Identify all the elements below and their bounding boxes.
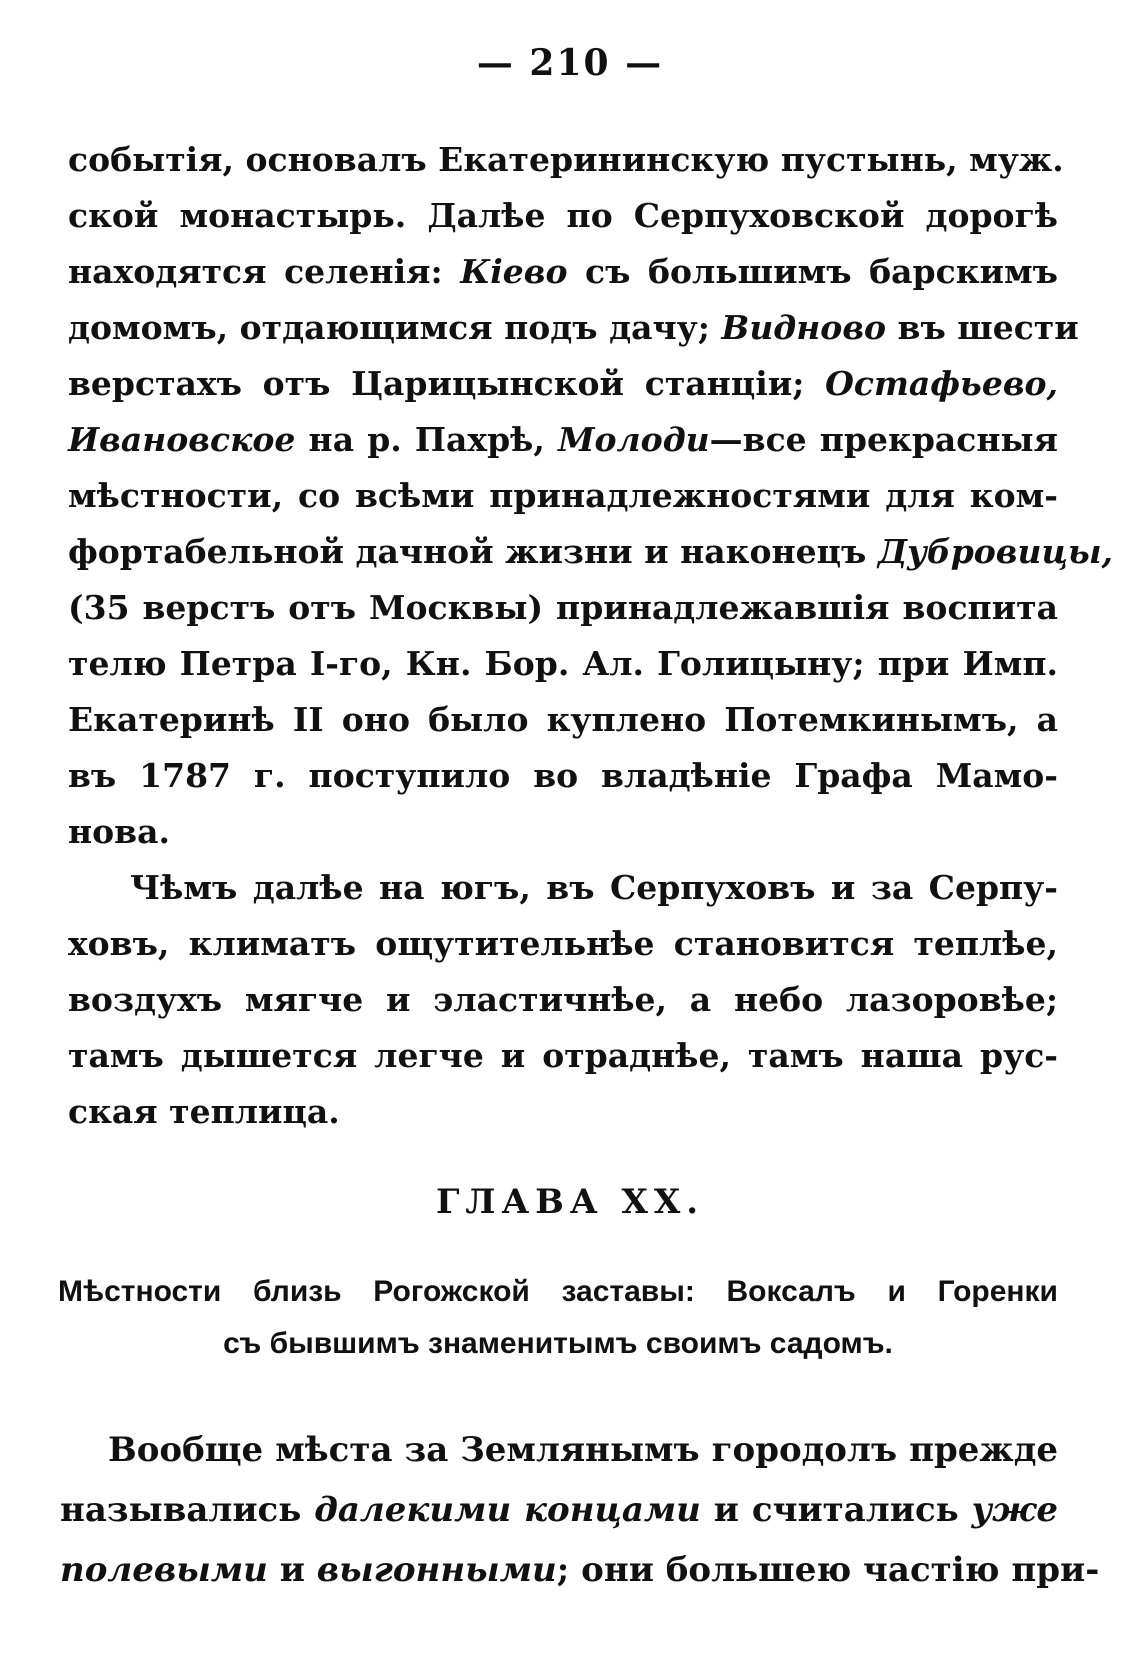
text-line: нова. — [68, 812, 170, 851]
emphasis: далекими концами — [314, 1490, 701, 1530]
text-line: домомъ, отдающимся подъ дачу; Видново въ шести — [68, 308, 1079, 347]
text-line: верстахъ отъ Царицынской станціи; Остафьево, — [68, 364, 1058, 403]
text-line: (35 верстъ отъ Москвы) принадлежавшія воспита — [68, 588, 1058, 627]
chapter-title: ГЛАВА XX. — [435, 1182, 705, 1222]
text-line: телю Петра I-го, Кн. Бор. Ал. Голицыну; при Имп. — [68, 644, 1058, 683]
emphasis: полевыми — [60, 1550, 268, 1590]
text-line: фортабельной дачной жизни и наконецъ Дубровицы, — [68, 532, 1114, 571]
text-line: мѣстности, со всѣми принадлежностями для ком- — [68, 476, 1058, 515]
place-name: Кіево — [460, 252, 568, 291]
text-line: Вообще мѣста за Землянымъ городолъ прежде — [108, 1430, 1058, 1470]
chapter-subtitle — [58, 1266, 1058, 1370]
body-text — [68, 132, 1114, 1140]
subtitle-line: Мѣстности близь Рогожской заставы: Воксалъ и Горенки — [58, 1275, 1058, 1308]
text-line: воздухъ мягче и эластичнѣе, а небо лазоровѣе; — [68, 980, 1058, 1019]
text-line: въ 1787 г. поступило во владѣніе Графа Мамо- — [68, 756, 1058, 795]
text-line: Екатеринѣ II оно было куплено Потемкинымъ, а — [68, 700, 1058, 739]
text-line: назывались далекими концами и считались уже — [60, 1490, 1058, 1530]
place-name: Дубровицы, — [877, 532, 1114, 571]
text-line: ховъ, климатъ ощутительнѣе становится теплѣе, — [68, 924, 1058, 963]
place-name: Остафьево, — [825, 364, 1058, 403]
place-name: Молоди — [557, 420, 710, 459]
text-line: Чѣмъ далѣе на югъ, въ Серпуховъ и за Серпу- — [130, 868, 1058, 907]
text-line: ская теплица. — [68, 1092, 340, 1131]
emphasis: выгонными — [316, 1550, 557, 1590]
text-line: событія, основалъ Екатерининскую пустынь, муж. — [68, 140, 1064, 179]
text-line: ской монастырь. Далѣе по Серпуховской дорогѣ — [68, 196, 1058, 235]
subtitle-line: съ бывшимъ знаменитымъ своимъ садомъ. — [223, 1327, 893, 1360]
text-line: находятся селенія: Кіево съ большимъ барскимъ — [68, 252, 1058, 291]
place-name: Видново — [721, 308, 887, 347]
text-line: полевыми и выгонными; они большею частію при- — [60, 1550, 1100, 1590]
emphasis: уже — [971, 1490, 1058, 1530]
continuation-text — [60, 1420, 1100, 1600]
text-line: Ивановское на р. Пахрѣ, Молоди—все прекрасныя — [68, 420, 1058, 459]
page-number: — 210 — — [476, 42, 664, 84]
place-name: Ивановское — [68, 420, 296, 459]
text-line: тамъ дышется легче и отраднѣе, тамъ наша рус- — [68, 1036, 1058, 1075]
